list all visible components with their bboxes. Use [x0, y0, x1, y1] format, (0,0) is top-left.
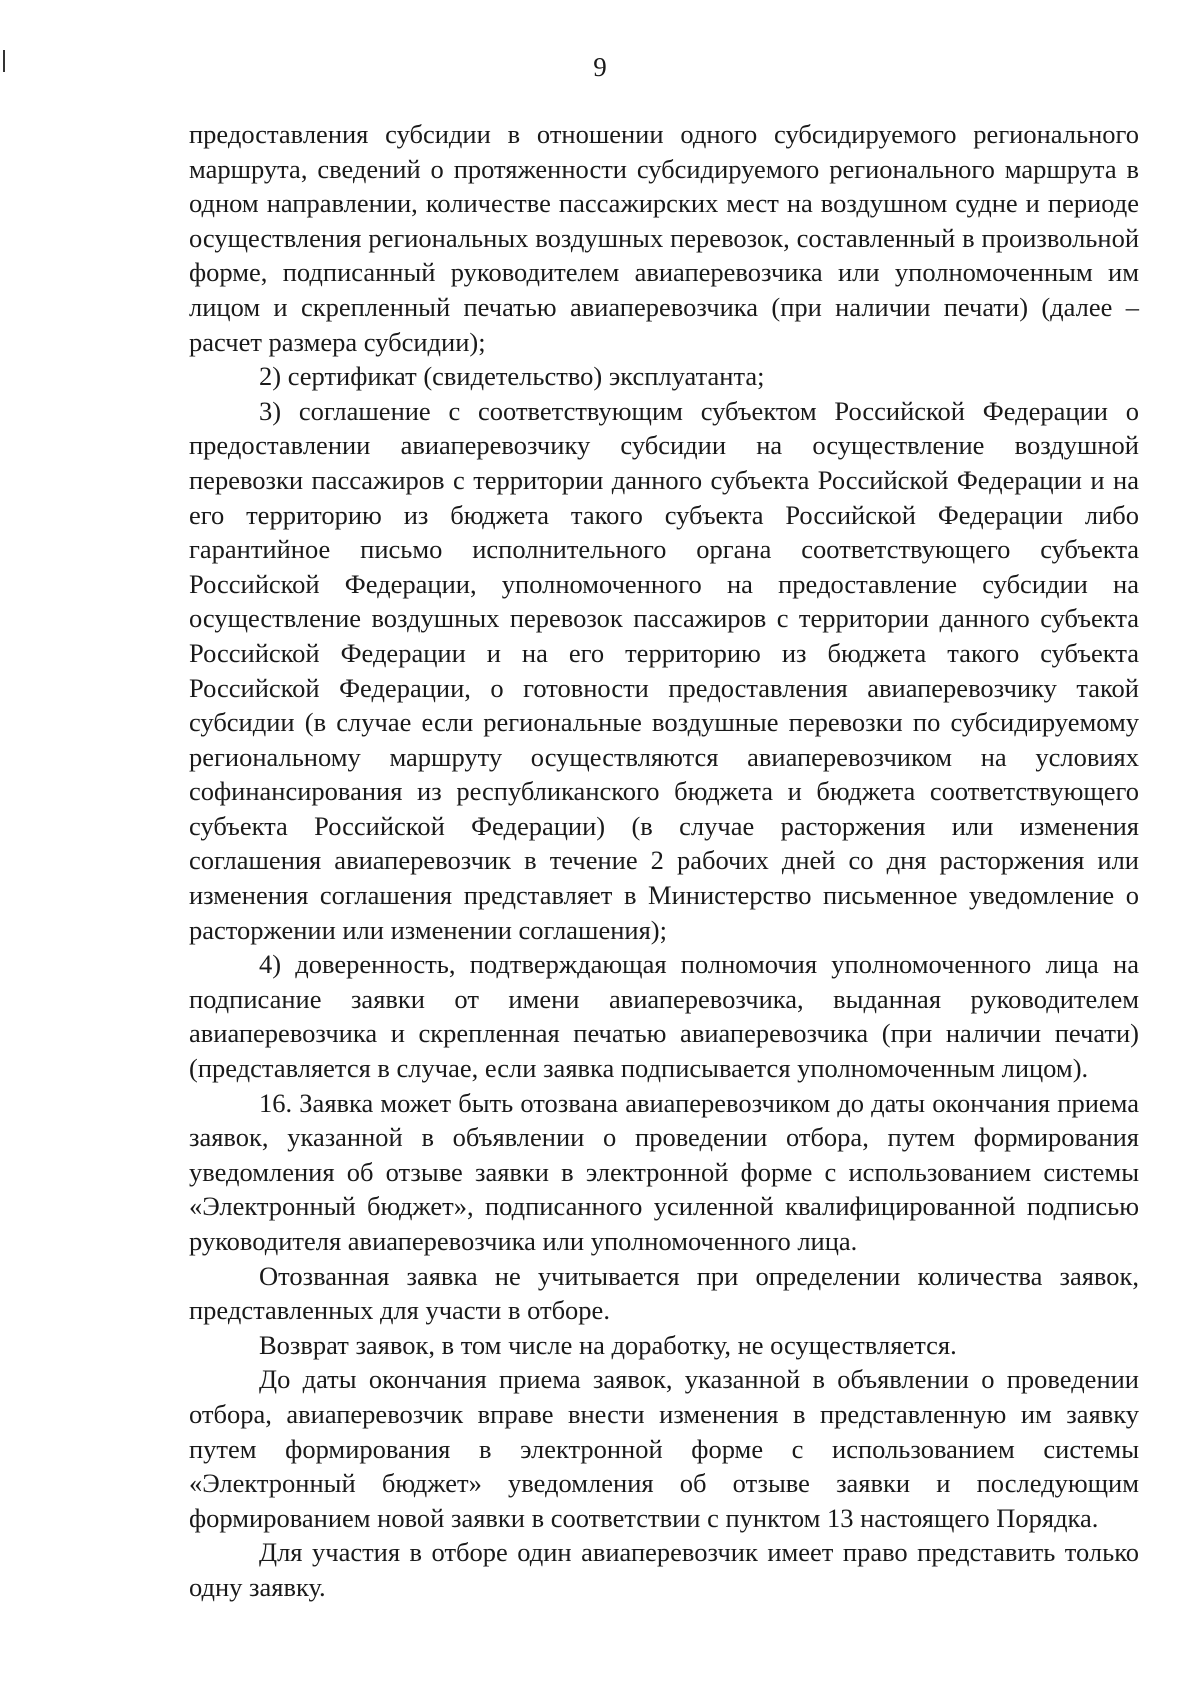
document-body — [189, 117, 1139, 1605]
paragraph-no-return: Возврат заявок, в том числе на доработку, не осуществляется. — [259, 1329, 957, 1360]
paragraph-item-2-certificate: 2) сертификат (свидетельство) эксплуатанта; — [259, 361, 765, 392]
paragraph-subsidy-calculation: предоставления субсидии в отношении одного субсидируемого регионального маршрута, сведений о протяженности субсидируемого регионального маршрута в одном направлении, количестве пассажирских мест на воздушном судне и периоде осуществления региональных воздушных перевозок, составленный в произвольной форме, подписанный руководителем авиаперевозчика или уполномоченным им лицом и скрепленный печатью авиаперевозчика (при наличии печати) (далее – расчет размера субсидии); — [189, 119, 1139, 357]
paragraph-clause-16-withdrawal: 16. Заявка может быть отозвана авиаперевозчиком до даты окончания приема заявок, указанной в объявлении о проведении отбора, путем формирования уведомления об отзыве заявки в электронной форме с использованием системы «Электронный бюджет», подписанного усиленной квалифицированной подписью руководителя авиаперевозчика или уполномоченного лица. — [189, 1087, 1139, 1256]
paragraph-changes-before-deadline: До даты окончания приема заявок, указанной в объявлении о проведении отбора, авиаперевозчик вправе внести изменения в представленную им заявку путем формирования в электронной форме с использованием системы «Электронный бюджет» уведомления об отзыве заявки и последующим формированием новой заявки в соответствии с пунктом 13 настоящего Порядка. — [189, 1364, 1139, 1533]
paragraph-item-3-agreement: 3) соглашение с соответствующим субъектом Российской Федерации о предоставлении авиаперевозчику субсидии на осуществление воздушной перевозки пассажиров с территории данного субъекта Российской Федерации и на его территорию из бюджета такого субъекта Российской Федерации либо гарантийное письмо исполнительного органа соответствующего субъекта Российской Федерации, уполномоченного на предоставление субсидии на осуществление воздушных перевозок пассажиров с территории данного субъекта Российской Федерации и на его территорию из бюджета такого субъекта Российской Федерации, о готовности предоставления авиаперевозчику такой субсидии (в случае если региональные воздушные перевозки по субсидируемому региональному маршруту осуществляются авиаперевозчиком на условиях софинансирования из республиканского бюджета и бюджета соответствующего субъекта Российской Федерации) (в случае расторжения или изменения соглашения авиаперевозчик в течение 2 рабочих дней со дня расторжения или изменения соглашения представляет в Министерство письменное уведомление о расторжении или изменении соглашения); — [189, 395, 1139, 945]
paragraph-one-application-only: Для участия в отборе один авиаперевозчик имеет право представить только одну заявку. — [189, 1537, 1139, 1602]
paragraph-withdrawn-not-counted: Отозванная заявка не учитывается при определении количества заявок, представленных для участи в отборе. — [189, 1260, 1139, 1326]
page-number: 9 — [593, 52, 607, 82]
paragraph-item-4-power-of-attorney: 4) доверенность, подтверждающая полномочия уполномоченного лица на подписание заявки от имени авиаперевозчика, выданная руководителем авиаперевозчика и скрепленная печатью авиаперевозчика (при наличии печати) (представляется в случае, если заявка подписывается уполномоченным лицом). — [189, 949, 1139, 1084]
